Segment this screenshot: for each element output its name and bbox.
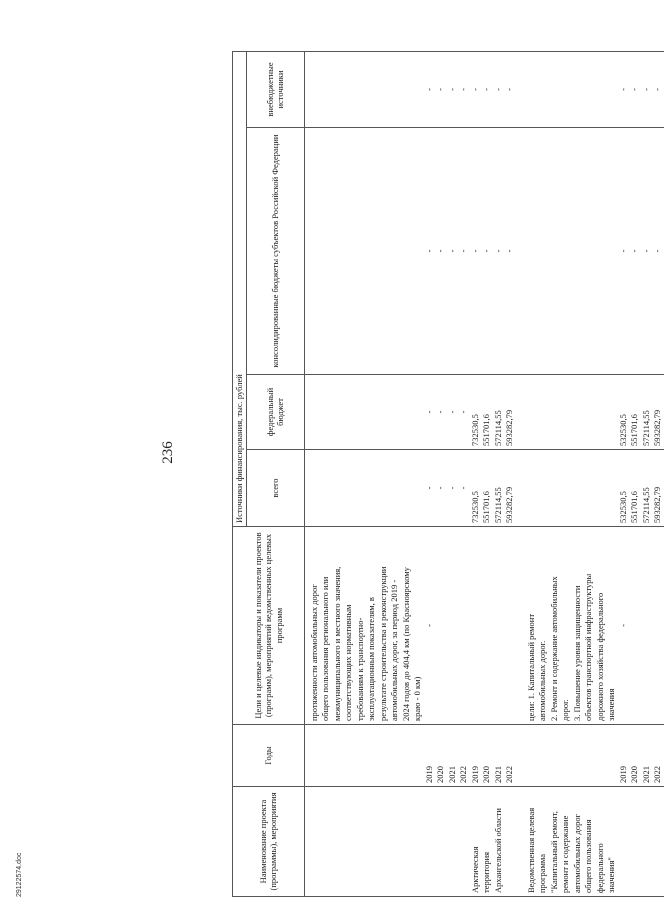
header-years: Годы [233, 725, 305, 787]
block1-goal-text: протяженности автомобильных дорог общего пользования регионального или межмуниципального и местного значения, соответствующих нормативным требованиям к транспортно- эксплуатационным показателям, в результате строительства и реконструкции автомобильных дорог, за период 2019 - 2024 годов до 404,4 км (по Красноярскому краю - 0 км) [304, 527, 424, 725]
table-row: 2022 - - - - [458, 52, 470, 897]
table-row: 2021 572114,55 572114,55 - - [641, 52, 653, 897]
table-row: 2019 - - - - - [424, 52, 436, 897]
table-row: 2020 551701,6 551701,6 - - [629, 52, 641, 897]
block2-project-name: Арктическая территория Архангельской области [470, 787, 516, 897]
table-row: 2021 572114,55 572114,55 - - [493, 52, 505, 897]
header-funding-sources: Источники финансирования, тыс. рублей [233, 52, 247, 527]
header-row-1 [233, 52, 247, 897]
table-row: 2020 - - - - [435, 52, 447, 897]
footer-filename: 29122574.doc [16, 852, 23, 897]
funding-table [232, 51, 664, 897]
header-regional: консолидированные бюджеты субъектов Российской Федерации [246, 128, 304, 375]
table-row: 2022 593282,79 593282,79 - - [652, 52, 664, 897]
table-row: Арктическая территория Архангельской области 2019 732530,5 732530,5 - - [470, 52, 482, 897]
header-extrabudgetary: внебюджетные источники [246, 52, 304, 128]
header-federal: федеральный бюджет [246, 375, 304, 450]
block3-project-name: Ведомственная целевая программа "Капитальный ремонт, ремонт и содержание автомобильных дорог общего пользования федерального значения" [516, 787, 664, 897]
table-row: 2019 - 532530,5 532530,5 - - [618, 52, 630, 897]
table-row: 2022 593282,79 593282,79 - - [504, 52, 516, 897]
table-row: 2020 551701,6 551701,6 - - [481, 52, 493, 897]
block1-goal-row [304, 52, 424, 897]
table-row: 2021 - - - - [447, 52, 459, 897]
header-goals: Цели и целевые индикаторы и показатели проектов (программ), мероприятий ведомственных целевых программ [233, 527, 305, 725]
header-total: всего [246, 450, 304, 527]
block3-goal-text: цели: 1. Капитальный ремонт автомобильных дорог. 2. Ремонт и содержание автомобильных дорог. 3. Повышение уровня защищенности объектов транспортной инфраструктуры дорожного хозяйства федерального значения [516, 527, 618, 725]
page-number: 236 [160, 441, 176, 464]
block3-goal-row [516, 52, 618, 897]
header-project-name: Наименование проекта (программы), мероприятия [233, 787, 305, 897]
